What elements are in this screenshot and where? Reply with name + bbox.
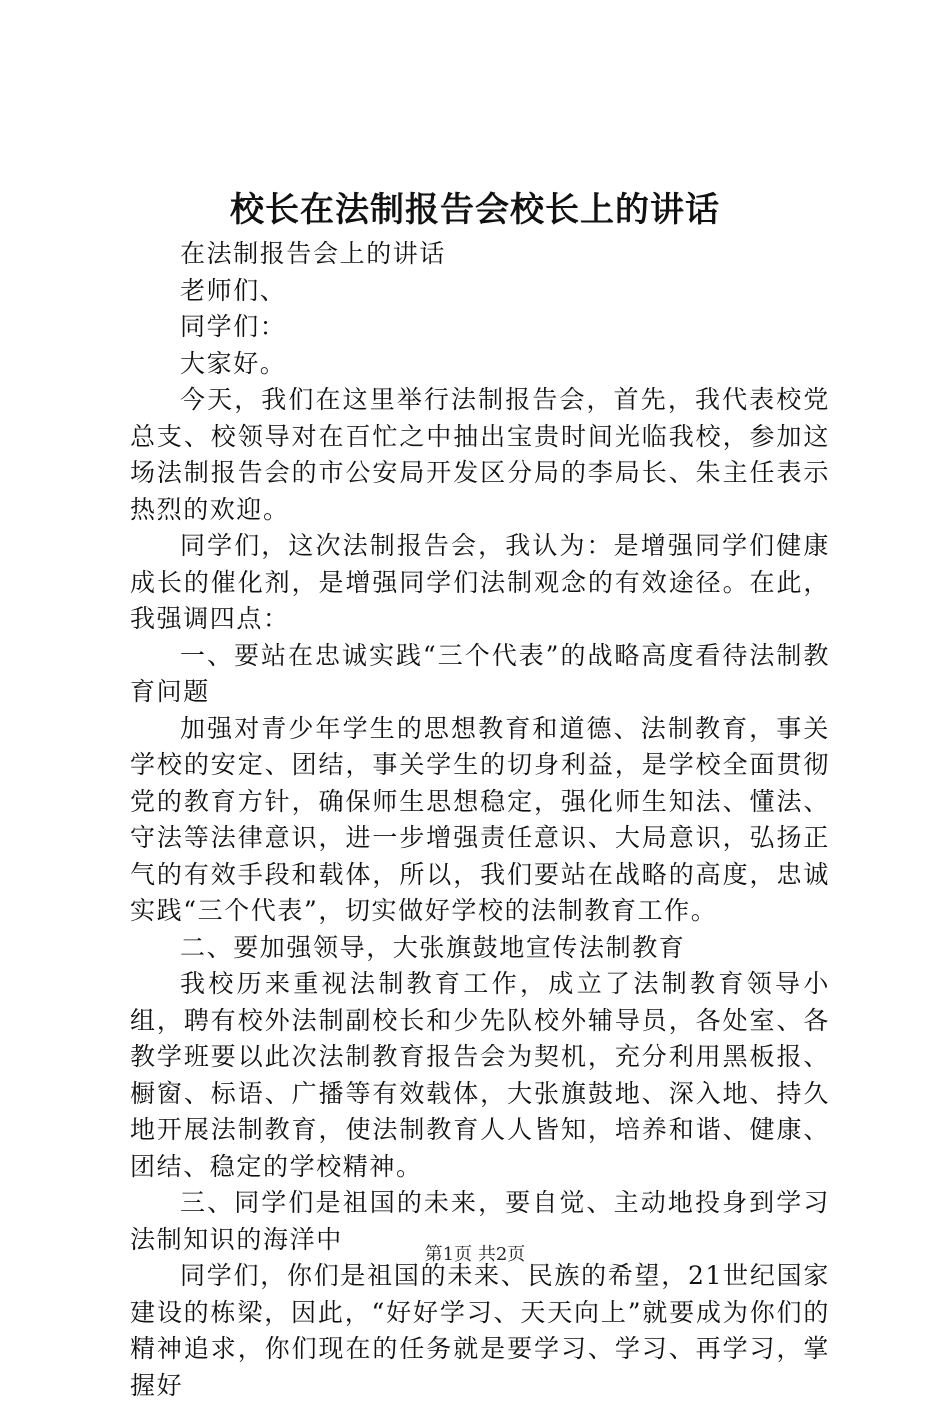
section-heading-3: 三、同学们是祖国的未来，要自觉、主动地投身到学习法制知识的海洋中: [130, 1188, 830, 1254]
section-heading-2: 二、要加强领导，大张旗鼓地宣传法制教育: [180, 932, 686, 962]
paragraph-intro: 同学们，这次法制报告会，我认为：是增强同学们健康成长的催化剂，是增强同学们法制观念的有效途径。在此，我强调四点：: [130, 531, 830, 633]
section-heading-1: 一、要站在忠诚实践“三个代表”的战略高度看待法制教育问题: [130, 640, 830, 706]
paragraph-section-3: 同学们，你们是祖国的未来、民族的希望，21世纪国家建设的栋梁，因此，“好好学习、天天向上”就要成为你们的精神追求，你们现在的任务就是要学习、学习、再学习，掌握好: [130, 1261, 830, 1400]
paragraph-greeting-teachers: 老师们、: [180, 275, 287, 305]
paragraph-welcome: 今天，我们在这里举行法制报告会，首先，我代表校党总支、校领导对在百忙之中抽出宝贵时间光临我校，参加这场法制报告会的市公安局开发区分局的李局长、朱主任表示热烈的欢迎。: [130, 385, 830, 524]
page-number-footer: 第1页 共2页: [424, 1244, 526, 1265]
document-body: [130, 236, 830, 1404]
paragraph-greeting-students: 同学们：: [180, 312, 287, 341]
paragraph-hello: 大家好。: [180, 348, 287, 378]
paragraph-section-1: 加强对青少年学生的思想教育和道德、法制教育，事关学校的安定、团结，事关学生的切身利益，是学校全面贯彻党的教育方针，确保师生思想稳定，强化师生知法、懂法、守法等法律意识，进一步增强责任意识、大局意识，弘扬正气的有效手段和载体，所以，我们要站在战略的高度，忠诚实践“三个代表”，切实做好学校的法制教育工作。: [130, 713, 830, 925]
paragraph-subtitle: 在法制报告会上的讲话: [180, 239, 447, 268]
document-title: 校长在法制报告会校长上的讲话: [230, 190, 720, 230]
paragraph-section-2: 我校历来重视法制教育工作，成立了法制教育领导小组，聘有校外法制副校长和少先队校外辅导员，各处室、各教学班要以此次法制教育报告会为契机，充分利用黑板报、橱窗、标语、广播等有效载体，大张旗鼓地、深入地、持久地开展法制教育，使法制教育人人皆知，培养和谐、健康、团结、稳定的学校精神。: [130, 969, 830, 1181]
